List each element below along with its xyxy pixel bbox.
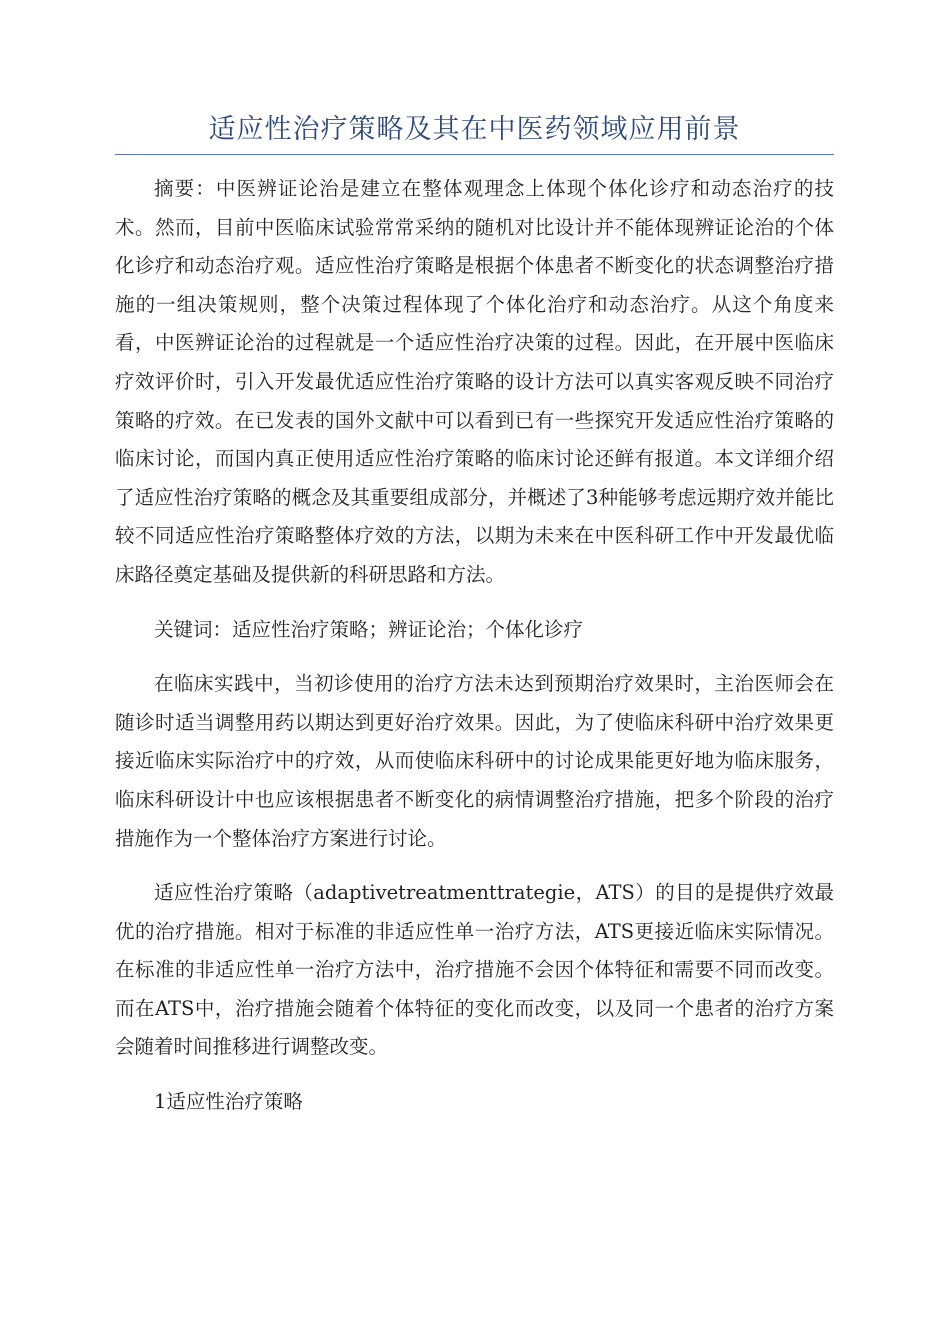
body-paragraph: 在临床实践中，当初诊使用的治疗方法未达到预期治疗效果时，主治医师会在随诊时适当调整用药以期达到更好治疗效果。因此，为了使临床科研中治疗效果更接近临床实际治疗中的疗效，从而使临床科研中的讨论成果能更好地为临床服务，临床科研设计中也应该根据患者不断变化的病情调整治疗措施，把多个阶段的治疗措施作为一个整体治疗方案进行讨论。 — [115, 672, 834, 850]
section-heading: 1适应性治疗策略 — [154, 1090, 303, 1114]
document-body — [115, 170, 834, 1122]
title-underline — [115, 154, 834, 155]
keywords-paragraph: 关键词：适应性治疗策略；辨证论治；个体化诊疗 — [154, 617, 584, 641]
body-paragraph: 适应性治疗策略（adaptivetreatmenttrategie，ATS）的目的是提供疗效最优的治疗措施。相对于标准的非适应性单一治疗方法，ATS更接近临床实际情况。在标准的非适应性单一治疗方法中，治疗措施不会因个体特征和需要不同而改变。而在ATS中，治疗措施会随着个体特征的变化而改变，以及同一个患者的治疗方案会随着时间推移进行调整改变。 — [115, 881, 834, 1059]
abstract-paragraph: 摘要：中医辨证论治是建立在整体观理念上体现个体化诊疗和动态治疗的技术。然而，目前中医临床试验常常采纳的随机对比设计并不能体现辨证论治的个体化诊疗和动态治疗观。适应性治疗策略是根据个体患者不断变化的状态调整治疗措施的一组决策规则，整个决策过程体现了个体化治疗和动态治疗。从这个角度来看，中医辨证论治的过程就是一个适应性治疗决策的过程。因此，在开展中医临床疗效评价时，引入开发最优适应性治疗策略的设计方法可以真实客观反映不同治疗策略的疗效。在已发表的国外文献中可以看到已有一些探究开发适应性治疗策略的临床讨论，而国内真正使用适应性治疗策略的临床讨论还鲜有报道。本文详细介绍了适应性治疗策略的概念及其重要组成部分，并概述了3种能够考虑远期疗效并能比较不同适应性治疗策略整体疗效的方法，以期为未来在中医科研工作中开发最优临床路径奠定基础及提供新的科研思路和方法。 — [115, 177, 834, 586]
document-title: 适应性治疗策略及其在中医药领域应用前景 — [208, 114, 741, 145]
